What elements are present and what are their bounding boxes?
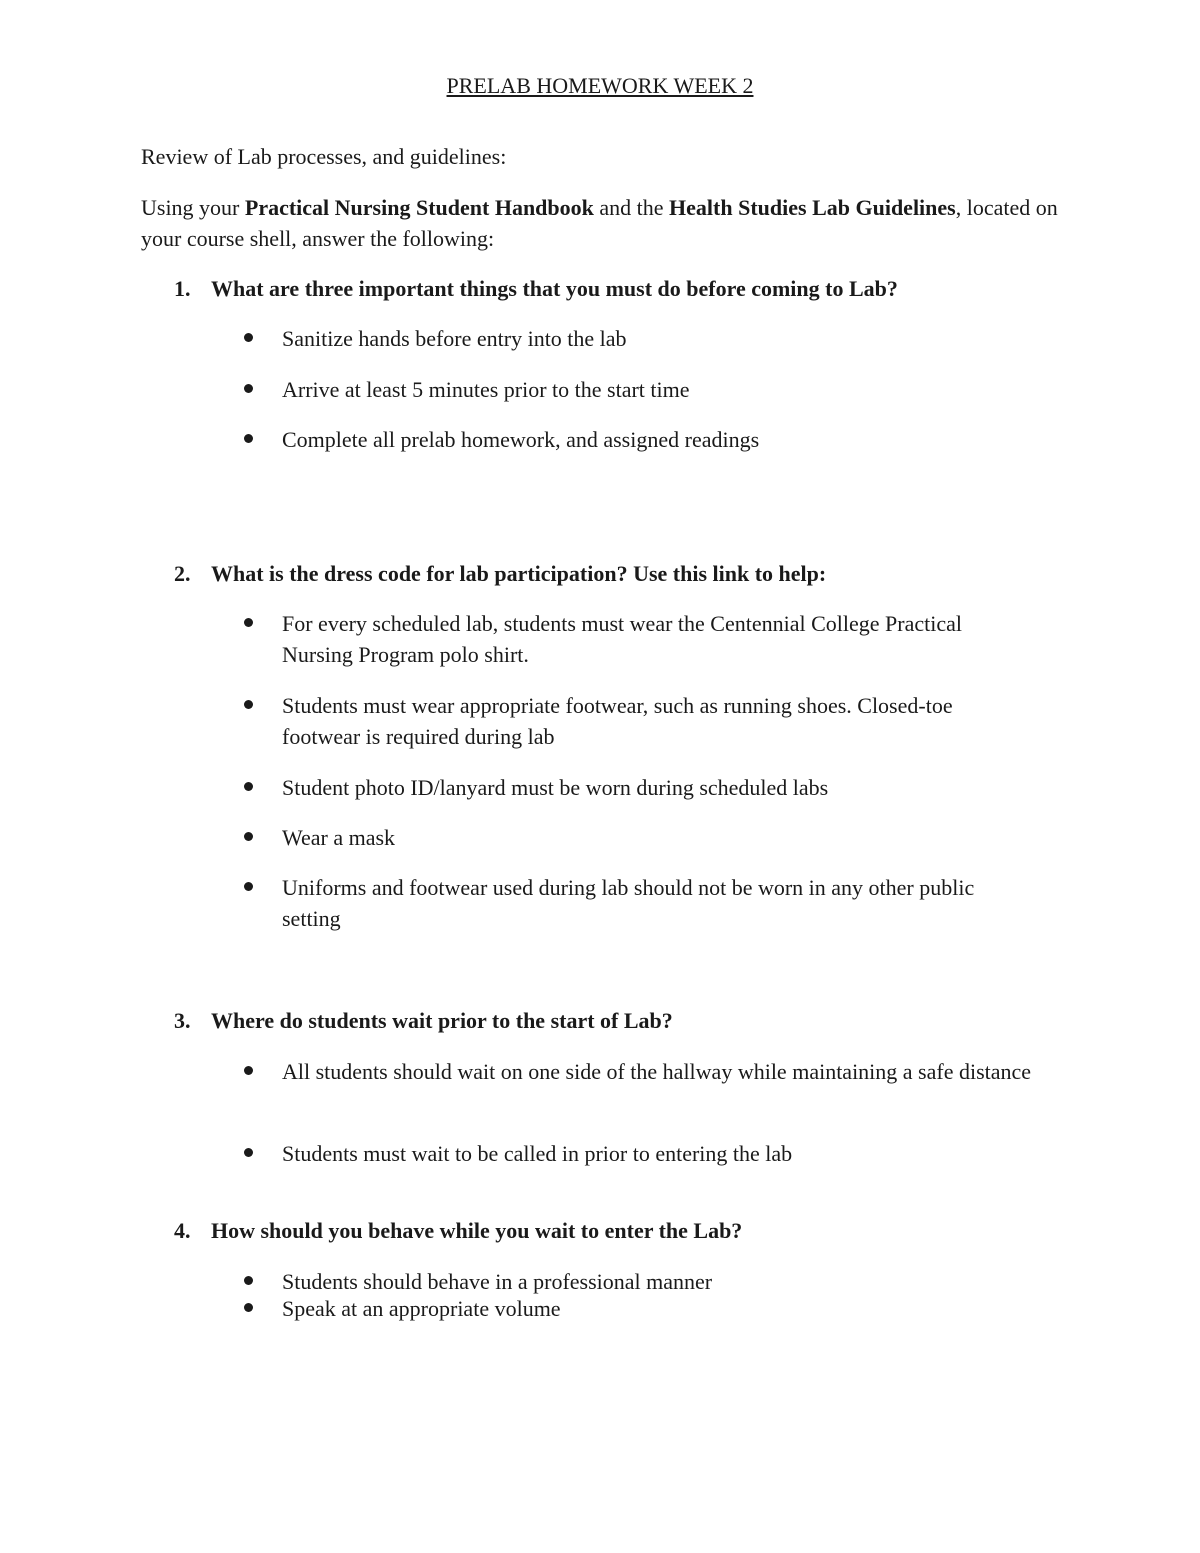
- list-item: [244, 608, 1034, 670]
- question-text: Where do students wait prior to the start of Lab?: [211, 1008, 673, 1033]
- answer-text: For every scheduled lab, students must wear the Centennial College Practical Nursing Program polo shirt.: [282, 611, 962, 667]
- question-3: [174, 1005, 1074, 1036]
- page-title: PRELAB HOMEWORK WEEK 2: [446, 73, 754, 98]
- instructions-text: and the: [593, 195, 670, 220]
- answer-text: Students must wait to be called in prior to entering the lab: [282, 1141, 793, 1166]
- intro-text: Review of Lab processes, and guidelines:: [141, 144, 507, 169]
- list-item: [244, 1293, 1034, 1324]
- answer-text: Students must wear appropriate footwear, such as running shoes. Closed-toe footwear is required during lab: [282, 693, 953, 749]
- question-text: How should you behave while you wait to enter the Lab?: [211, 1218, 743, 1243]
- question-text: What are three important things that you must do before coming to Lab?: [211, 276, 898, 301]
- bullet-icon: [244, 333, 253, 342]
- bullet-icon: [244, 782, 253, 791]
- list-item: [244, 690, 1034, 752]
- bullet-icon: [244, 618, 253, 627]
- bullet-icon: [244, 1148, 253, 1157]
- answer-text: Speak at an appropriate volume: [282, 1296, 561, 1321]
- bullet-icon: [244, 1276, 253, 1285]
- question-number: 1.: [174, 276, 191, 301]
- bullet-icon: [244, 1303, 253, 1312]
- bullet-icon: [244, 1066, 253, 1075]
- bullet-icon: [244, 882, 253, 891]
- question-1: [174, 273, 1074, 304]
- answer-text: Arrive at least 5 minutes prior to the start time: [282, 377, 690, 402]
- answer-text: All students should wait on one side of the hallway while maintaining a safe distance: [282, 1059, 1032, 1084]
- answer-text: Students should behave in a professional manner: [282, 1269, 713, 1294]
- bullet-icon: [244, 434, 253, 443]
- answer-text: Complete all prelab homework, and assigned readings: [282, 427, 760, 452]
- question-text: What is the dress code for lab participation? Use this link to help:: [211, 561, 827, 586]
- answer-text: Uniforms and footwear used during lab should not be worn in any other public setting: [282, 875, 975, 931]
- instructions-text: Using your: [141, 195, 245, 220]
- bullet-icon: [244, 384, 253, 393]
- instructions-paragraph: [141, 192, 1101, 254]
- answer-text: Wear a mask: [282, 825, 396, 850]
- list-item: [244, 424, 1034, 455]
- question-number: 4.: [174, 1218, 191, 1243]
- guidelines-title: Health Studies Lab Guidelines: [669, 195, 956, 220]
- list-item: [244, 872, 1034, 934]
- answer-text: Student photo ID/lanyard must be worn during scheduled labs: [282, 775, 829, 800]
- question-number: 3.: [174, 1008, 191, 1033]
- handbook-title: Practical Nursing Student Handbook: [244, 195, 594, 220]
- list-item: [244, 323, 1034, 354]
- question-2: [174, 558, 1074, 589]
- answer-text: Sanitize hands before entry into the lab: [282, 326, 627, 351]
- list-item: [244, 1138, 1034, 1169]
- question-number: 2.: [174, 561, 191, 586]
- instructions-text: , located on your course shell, answer the following:: [141, 195, 1058, 251]
- list-item: [244, 772, 1034, 803]
- question-4: [174, 1215, 1074, 1246]
- list-item: [244, 1056, 1034, 1087]
- list-item: [244, 374, 1034, 405]
- list-item: [244, 822, 1034, 853]
- bullet-icon: [244, 832, 253, 841]
- bullet-icon: [244, 700, 253, 709]
